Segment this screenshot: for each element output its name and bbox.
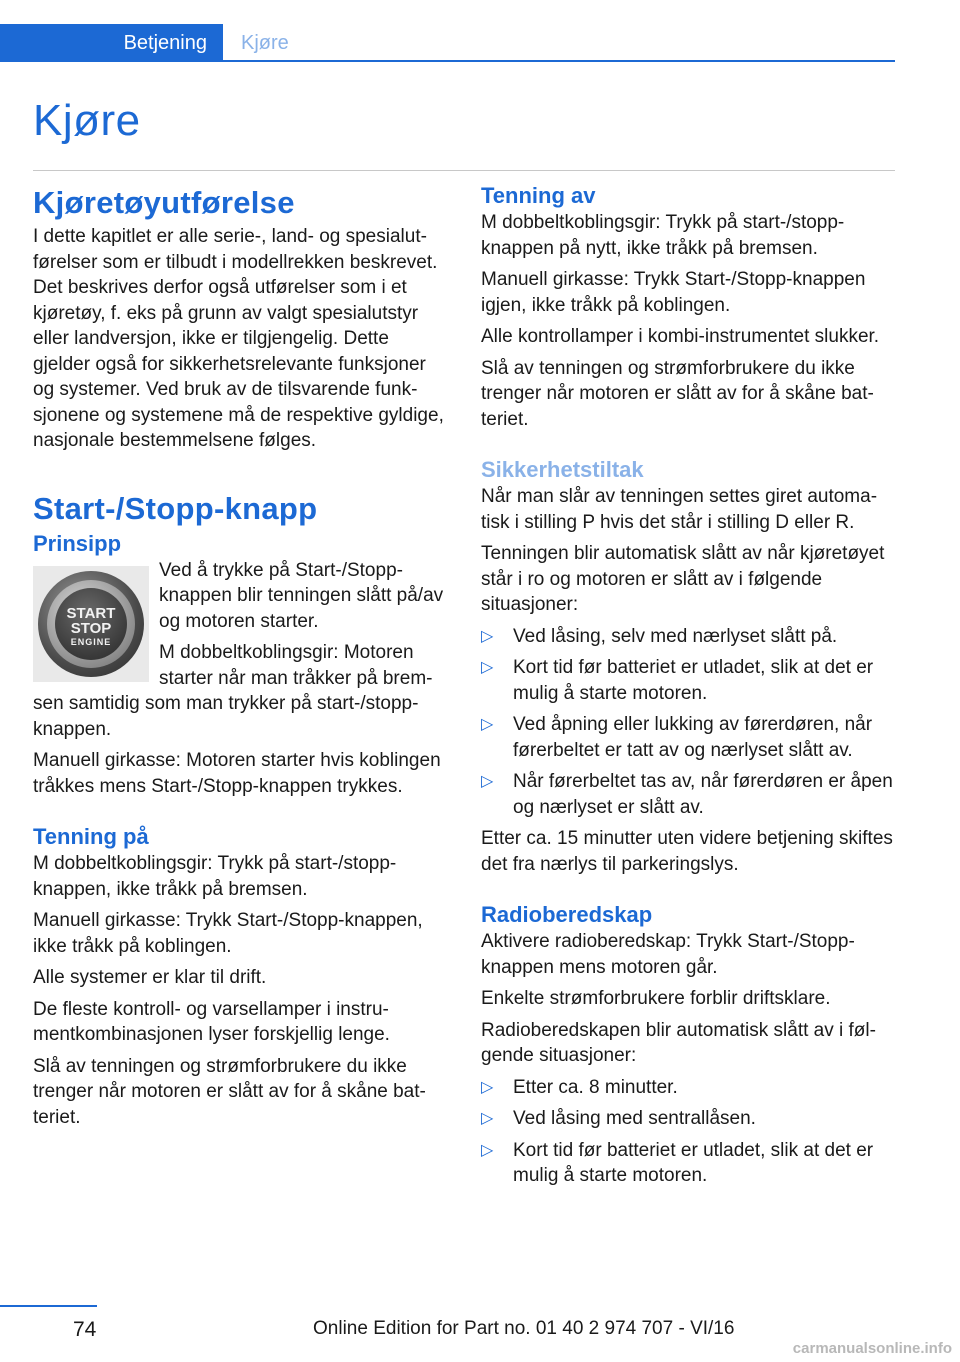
start-stop-engine-icon — [38, 571, 144, 677]
header-rule — [0, 60, 895, 62]
button-label-stop: STOP — [70, 619, 112, 637]
footer-rule — [0, 1305, 97, 1307]
button-label-engine: ENGINE — [70, 636, 112, 647]
paragraph: Enkelte strømforbrukere forblir driftsklare. — [481, 988, 831, 1009]
paragraph: M dobbeltkoblingsgir: Trykk på start-/stopp-knappen, ikke tråkk på bremsen. — [33, 853, 397, 900]
subheading-tenning-av: Tenning av — [481, 183, 596, 208]
paragraph: Når man slår av tenningen settes giret automatisk i stilling P hvis det står i stilling D eller R. — [481, 486, 878, 533]
watermark: carmanualsonline.info — [792, 1340, 952, 1357]
tab-betjening[interactable]: Betjening — [0, 24, 223, 62]
list-item: ▷ Ved låsing med sentrallåsen. — [481, 1106, 895, 1132]
list-item: ▷ Kort tid før batteriet er utladet, slik at det er mulig å starte motoren. — [481, 1139, 874, 1186]
title-rule — [33, 170, 895, 171]
subheading-prinsipp: Prinsipp — [33, 530, 122, 556]
subheading-radioberedskap: Radioberedskap — [481, 902, 653, 927]
list-item: ▷ Ved åpning eller lukking av førerdøren, når førerbeltet er tatt av og nærlyset slått av. — [481, 714, 873, 761]
subheading-tenning-paa: Tenning på — [33, 824, 149, 849]
prinsipp-block — [33, 558, 448, 749]
paragraph: M dobbeltkoblingsgir: Trykk på start-/stopp-knappen på nytt, ikke tråkk på bremsen. — [481, 212, 845, 259]
tab-kjore[interactable]: Kjøre — [241, 32, 289, 54]
paragraph: Slå av tenningen og strømforbrukere du ikke trenger når motoren er slått av for å skåne batteriet. — [33, 1055, 426, 1128]
triangle-bullet-icon: ▷ — [481, 1110, 494, 1127]
triangle-bullet-icon: ▷ — [481, 1078, 494, 1096]
paragraph: Manuell girkasse: Motoren starter hvis koblingen tråkkes mens Start-/Stopp-knappen trykkes. — [33, 750, 441, 797]
list-item: ▷ Når førerbeltet tas av, når førerdøren er åpen og nærlyset er slått av. — [481, 771, 893, 818]
triangle-bullet-icon: ▷ — [481, 1141, 494, 1159]
edition-text: Online Edition for Part no. 01 40 2 974 707 - VI/16 — [313, 1318, 735, 1339]
bullet-list-sikkerhet — [481, 624, 895, 821]
paragraph: Alle systemer er klar til drift. — [33, 967, 267, 988]
paragraph: Ved å trykke på Start-/Stopp-knappen blir tenningen slått på/av og motoren starter. — [159, 559, 444, 632]
paragraph: I dette kapitlet er alle serie-, land- og spesialutførelser som er tilbudt i modellrekken beskrevet. Det beskrives derfor også utførelser som i et kjøretøy, f. eks på grunn av valgt spesialutstyr eller landversjon, ikke er tilgjengelig. Dette gjelder også for sikkerhetsrelevante funksjoner og systemer. Ved bruk av de tilsvarende funksjonene og systemene må de respektive gyldige, nasjonale bestemmelsene følges. — [33, 226, 444, 451]
section-heading-start-stopp: Start-/Stopp-knapp — [33, 490, 318, 526]
triangle-bullet-icon: ▷ — [481, 716, 494, 733]
paragraph: Manuell girkasse: Trykk Start-/Stopp-knappen, ikke tråkk på koblingen. — [33, 910, 423, 957]
start-stop-button-image — [33, 566, 149, 682]
page-title: Kjøre — [33, 96, 141, 145]
page-header — [0, 24, 895, 62]
list-item: ▷ Etter ca. 8 minutter. — [481, 1075, 895, 1101]
left-column — [33, 182, 448, 1136]
paragraph: Alle kontrollamper i kombi-instrumentet slukker. — [481, 326, 880, 347]
triangle-bullet-icon: ▷ — [481, 773, 494, 790]
list-item: ▷ Kort tid før batteriet er utladet, slik at det er mulig å starte motoren. — [481, 657, 874, 704]
paragraph: Aktivere radioberedskap: Trykk Start-/Stopp-knappen mens motoren går. — [481, 931, 855, 978]
right-column — [481, 182, 895, 1195]
paragraph: Radioberedskapen blir automatisk slått av i følgende situasjoner: — [481, 1019, 876, 1066]
paragraph: Manuell girkasse: Trykk Start-/Stopp-knappen igjen, ikke tråkk på koblingen. — [481, 269, 866, 316]
paragraph: Etter ca. 15 minutter uten videre betjening skiftes det fra nærlys til parkeringslys. — [481, 828, 893, 875]
button-label-start: START — [66, 604, 116, 622]
paragraph: Slå av tenningen og strømforbrukere du ikke trenger når motoren er slått av for å skåne batteriet. — [481, 357, 874, 430]
subheading-sikkerhetstiltak: Sikkerhetstiltak — [481, 457, 644, 482]
page-number: 74 — [73, 1318, 97, 1341]
paragraph: De fleste kontroll- og varsellamper i instrumentkombinasjonen lyser forskjellig lenge. — [33, 998, 390, 1045]
triangle-bullet-icon: ▷ — [481, 659, 494, 676]
paragraph: Tenningen blir automatisk slått av når kjøretøyet står i ro og motoren er slått av i følgende situasjoner: — [481, 543, 885, 615]
triangle-bullet-icon: ▷ — [481, 627, 494, 645]
bullet-list-radio — [481, 1075, 895, 1189]
section-heading-kjoretoyutforelse: Kjøretøyutførelse — [33, 185, 295, 220]
list-item: ▷ Ved låsing, selv med nærlyset slått på. — [481, 624, 895, 650]
paragraph: M dobbeltkoblingsgir: Motoren starter når man tråkker på bremsen samtidig som man trykker på start-/stopp-knappen. — [33, 642, 433, 740]
